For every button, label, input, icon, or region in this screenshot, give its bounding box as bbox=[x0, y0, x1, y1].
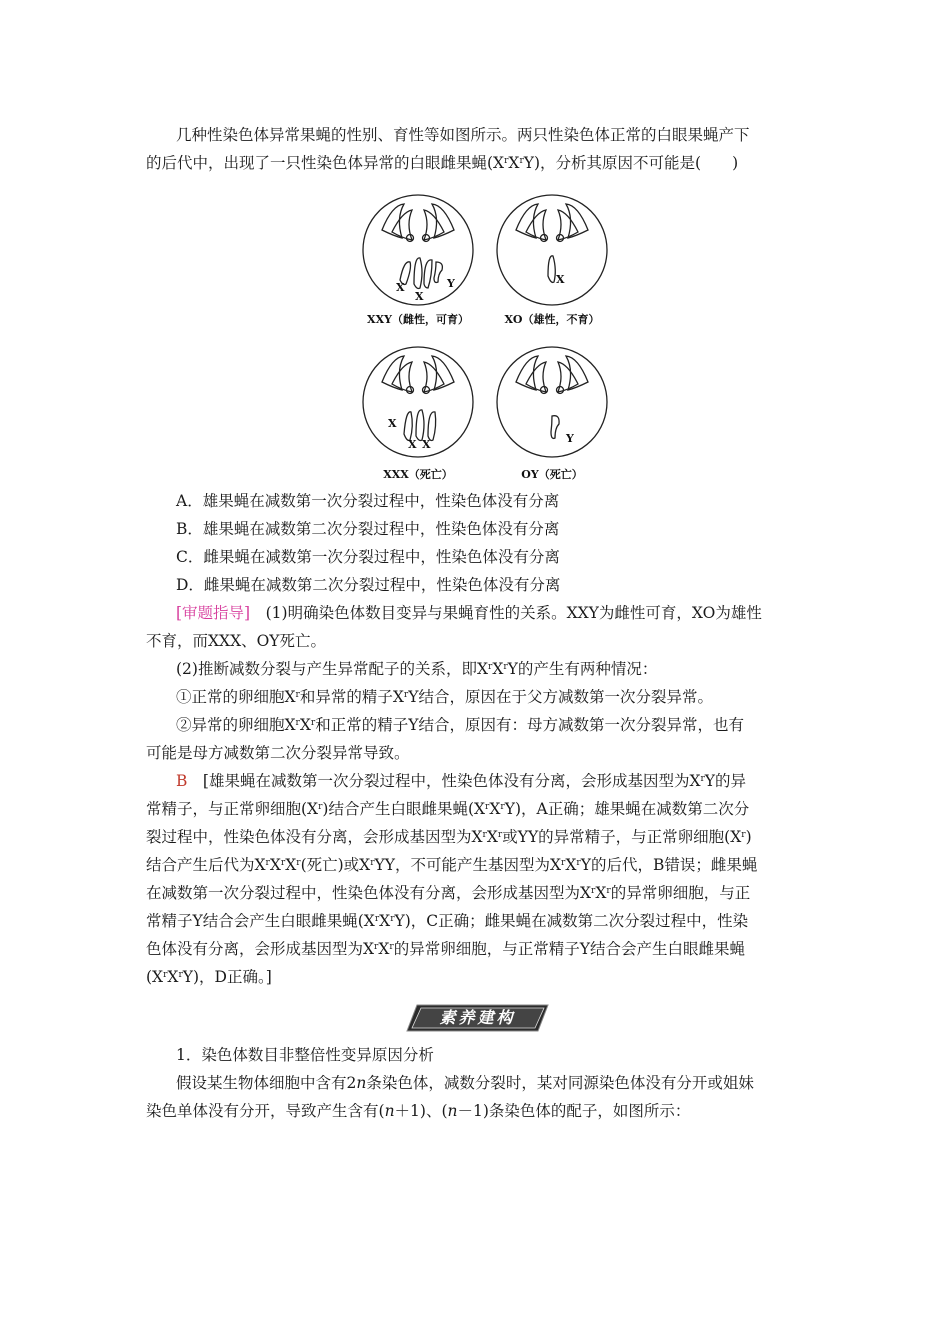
caption-xxy: XXY（雌性，可育） bbox=[367, 313, 469, 326]
caption-oy: OY（死亡） bbox=[521, 468, 583, 481]
guide-line-3: (2)推断减数分裂与产生异常配子的关系，即$X^rX^rY$的产生有两种情况： bbox=[176, 660, 658, 678]
guide-line-4: ①正常的卵细胞$X^r$和异常的精子$X^rY$结合，原因在于父方减数第一次分裂异常。 bbox=[176, 688, 713, 706]
answer-line-1: B [雄果蝇在减数第一次分裂过程中，性染色体没有分离，会形成基因型为$X^rY$的异 bbox=[176, 772, 747, 790]
section-heading: 1．染色体数目非整倍性变异原因分析 bbox=[176, 1046, 434, 1064]
label-x: X bbox=[422, 438, 431, 451]
answer-line-7: 色体没有分离，会形成基因型为$X^rX^r$的异常卵细胞，与正常精子Y结合会产生白眼雌果蝇 bbox=[146, 940, 745, 958]
cell-circle-xo bbox=[497, 195, 607, 305]
answer-line-6: 常精子Y结合会产生白眼雌果蝇$(X^rX^rY)$，C正确；雌果蝇在减数第二次分裂过程中，性染 bbox=[146, 912, 749, 930]
label-x: X bbox=[408, 438, 417, 451]
section-banner bbox=[405, 1003, 550, 1033]
question-line-1: 几种性染色体异常果蝇的性别、育性等如图所示。两只性染色体正常的白眼果蝇产下 bbox=[176, 126, 750, 144]
label-x: X bbox=[388, 417, 397, 430]
label-x: X bbox=[556, 273, 565, 286]
label-x: X bbox=[396, 281, 405, 294]
option-d: D．雌果蝇在减数第二次分裂过程中，性染色体没有分离 bbox=[176, 576, 561, 594]
chromosome-figure bbox=[360, 190, 620, 485]
caption-xo: XO（雄性，不育） bbox=[504, 313, 600, 326]
option-a: A．雄果蝇在减数第一次分裂过程中，性染色体没有分离 bbox=[176, 492, 560, 510]
answer-line-8: $(X^rX^rY)$，D正确。] bbox=[146, 968, 272, 986]
cell-circle-oy bbox=[497, 347, 607, 457]
option-c: C．雌果蝇在减数第一次分裂过程中，性染色体没有分离 bbox=[176, 548, 560, 566]
caption-xxx: XXX（死亡） bbox=[383, 468, 453, 481]
banner-title: 素养建构 bbox=[439, 1008, 516, 1027]
guide-line-6: 可能是母方减数第二次分裂异常导致。 bbox=[146, 744, 410, 762]
answer-line-3: 裂过程中，性染色体没有分离，会形成基因型为$X^rX^r$或YY的异常精子，与正常卵细胞$(X^r)$ bbox=[146, 828, 752, 846]
label-x: X bbox=[415, 290, 424, 303]
answer-line-2: 常精子，与正常卵细胞$(X^r)$结合产生白眼雌果蝇$(X^rX^rY)$，A正确；雄果蝇在减数第二次分 bbox=[146, 800, 750, 818]
section-paragraph-line-1: 假设某生物体细胞中含有2n条染色体，减数分裂时，某对同源染色体没有分开或姐妹 bbox=[176, 1074, 754, 1092]
question-line-2: 的后代中，出现了一只性染色体异常的白眼雌果蝇$(X^rX^rY)$，分析其原因不可能是( ) bbox=[146, 154, 739, 172]
guide-line-5: ②异常的卵细胞$X^rX^r$和正常的精子Y结合，原因有：母方减数第一次分裂异常，也有 bbox=[176, 716, 744, 734]
option-b: B．雄果蝇在减数第二次分裂过程中，性染色体没有分离 bbox=[176, 520, 560, 538]
guide-tag: [审题指导] bbox=[176, 604, 251, 622]
section-paragraph-line-2: 染色单体没有分开，导致产生含有(n＋1)、(n－1)条染色体的配子，如图所示： bbox=[146, 1102, 691, 1120]
answer-letter: B bbox=[176, 772, 188, 790]
cell-circle-xxx bbox=[363, 347, 473, 457]
label-y: Y bbox=[566, 432, 574, 445]
guide-line-2: 不育，而XXX、OY死亡。 bbox=[146, 632, 327, 650]
guide-line-1: [审题指导] (1)明确染色体数目变异与果蝇育性的关系。XXY为雌性可育，XO为雄性 bbox=[176, 604, 762, 622]
answer-line-4: 结合产生后代为$X^rX^rX^r$(死亡)或$X^rYY$，不可能产生基因型为$X^rX^rY$的后代，B错误；雌果蝇 bbox=[146, 856, 758, 874]
answer-line-5: 在减数第一次分裂过程中，性染色体没有分离，会形成基因型为$X^rX^r$的异常卵细胞，与正 bbox=[146, 884, 751, 902]
label-y: Y bbox=[447, 277, 455, 290]
